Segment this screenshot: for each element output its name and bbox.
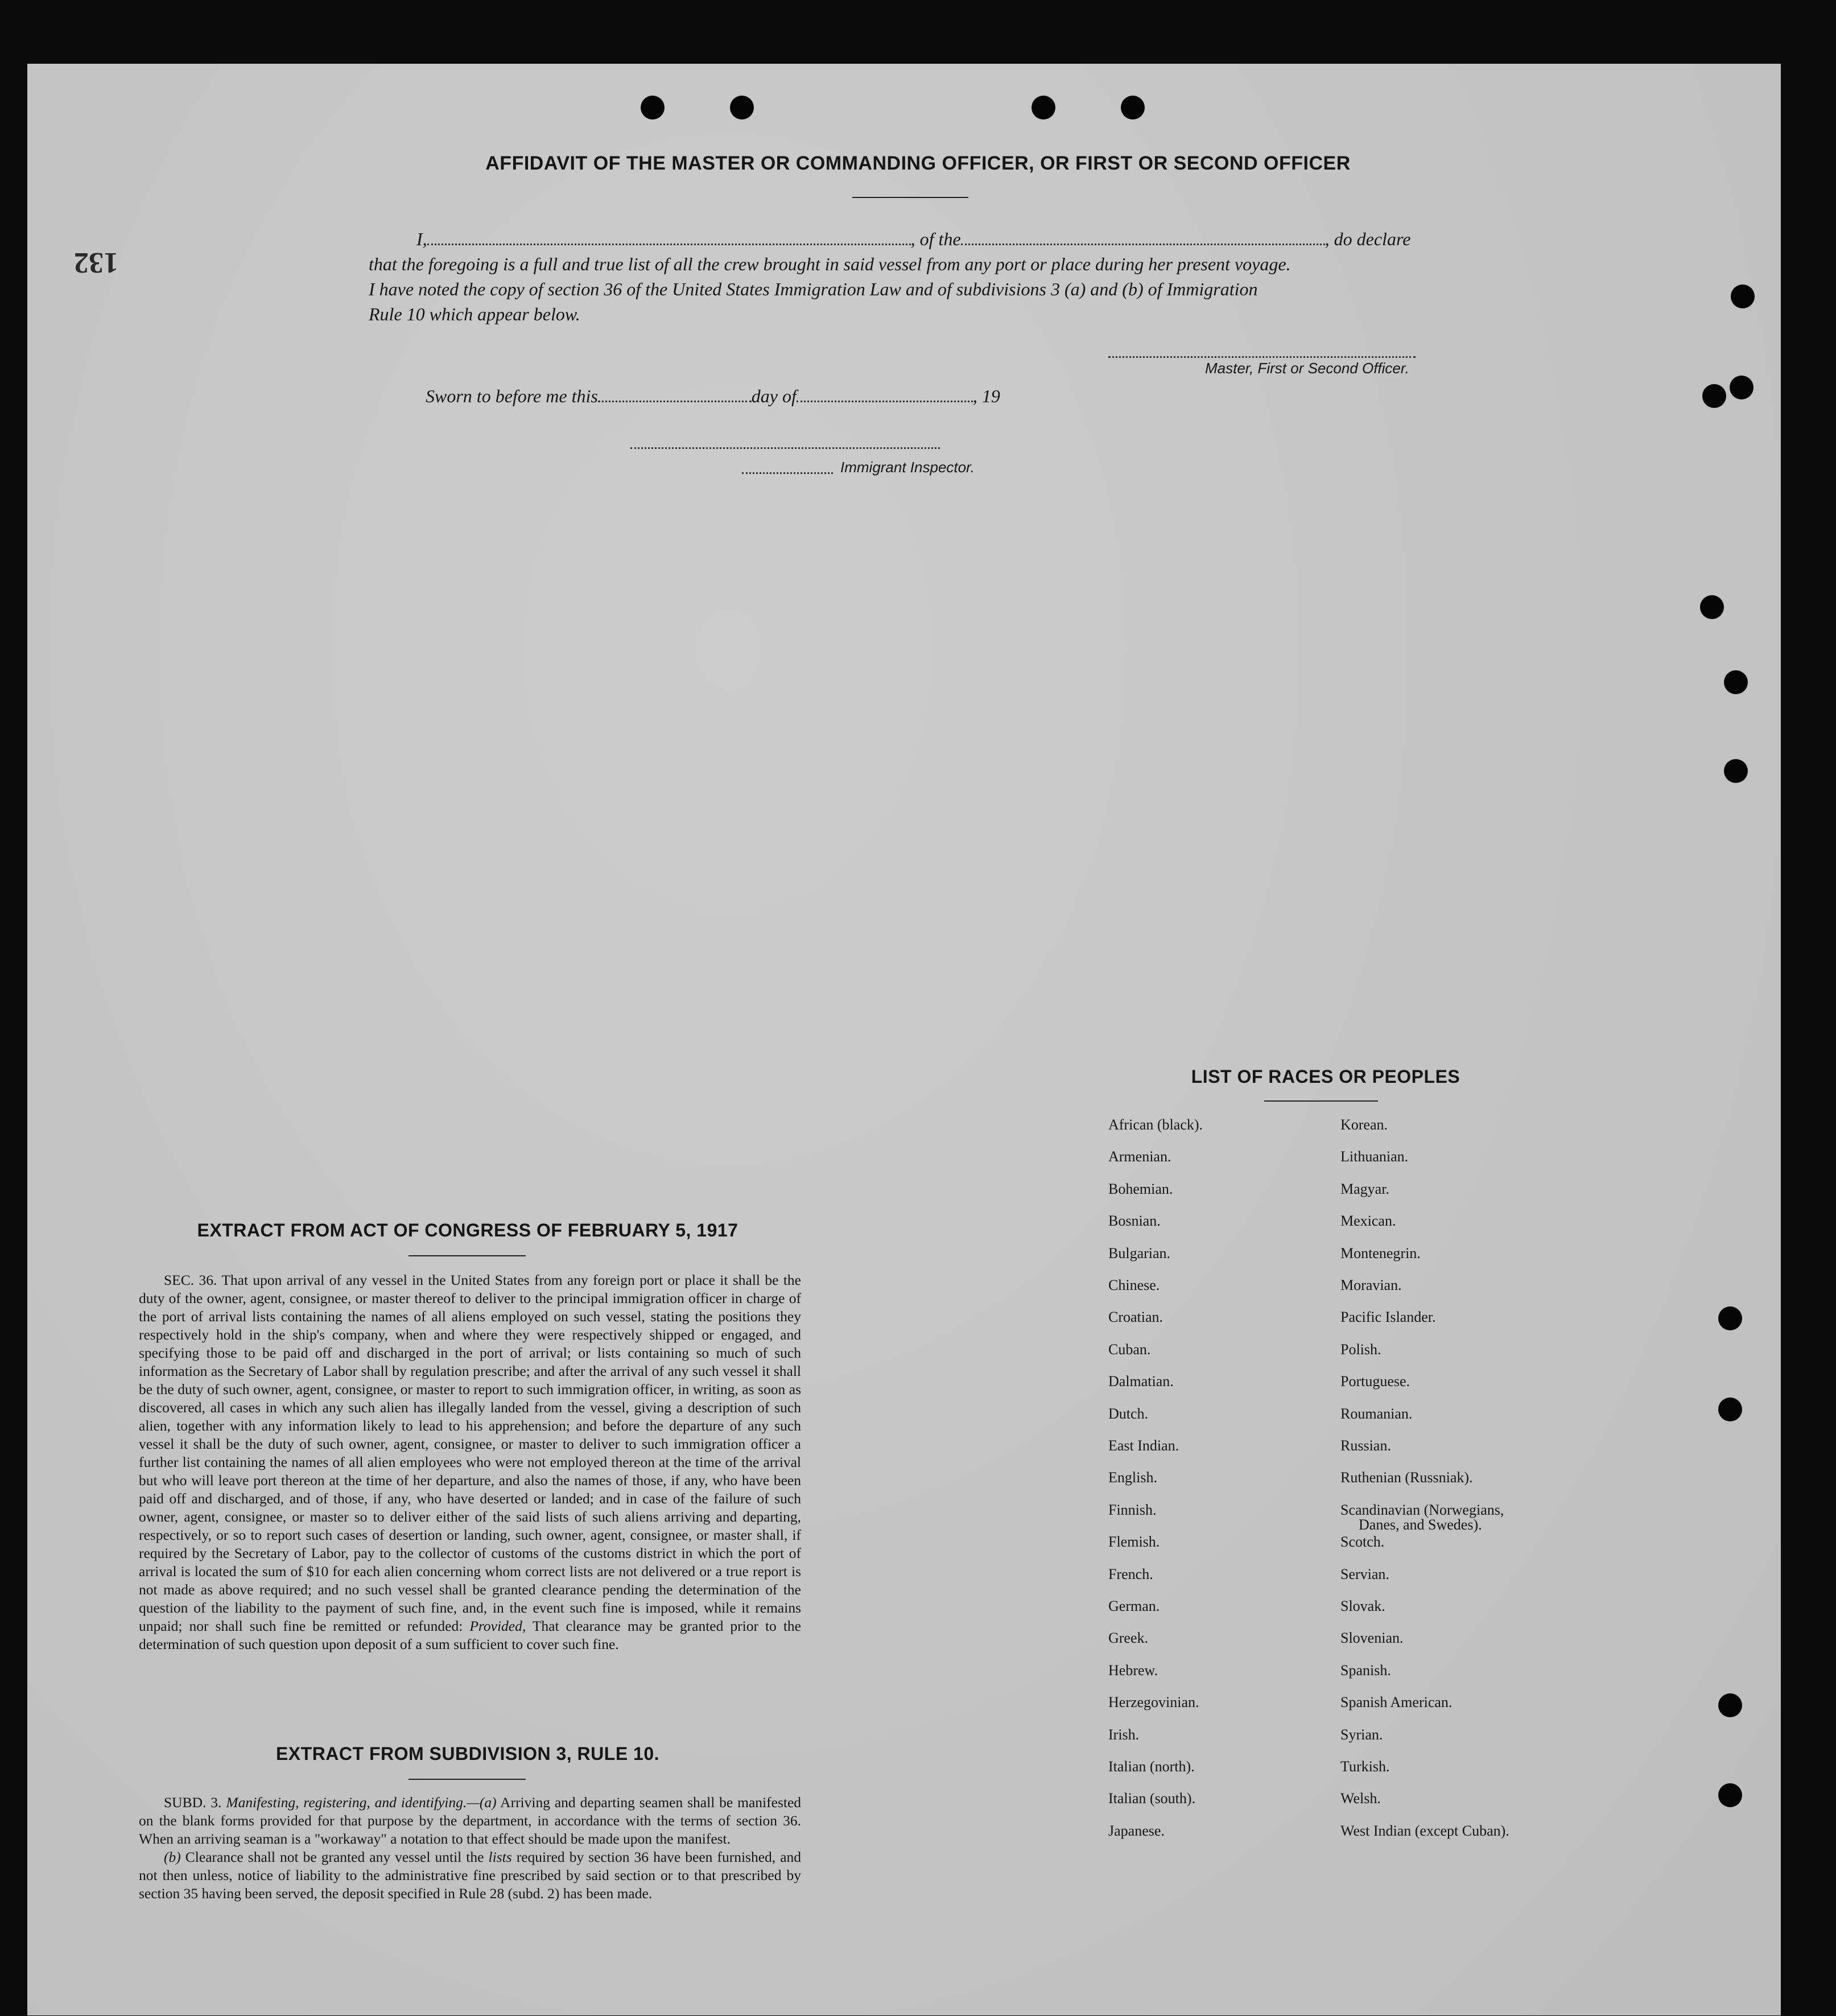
rule-extract-title: EXTRACT FROM SUBDIVISION 3, RULE 10. [275,1743,660,1764]
race-item: German. [1108,1598,1160,1614]
affidavit-line-2: that the foregoing is a full and true list of all the crew brought in said vessel from any port or place during her present voyage. [369,254,1291,274]
act-extract-underline [409,1255,526,1256]
affidavit-declaration-line [369,226,1455,252]
race-item: Korean. [1340,1116,1388,1133]
race-item: Roumanian. [1340,1405,1413,1422]
document-sheet [27,64,1781,2015]
race-item: Dalmatian. [1108,1373,1174,1390]
provided-word: Provided, [469,1618,526,1634]
race-item: Pacific Islander. [1340,1309,1436,1326]
race-item: English. [1108,1469,1157,1486]
punch-hole [1702,384,1726,408]
race-item: Bulgarian. [1108,1244,1171,1261]
race-item: French. [1108,1565,1153,1582]
sworn-prefix: Sworn to before me this [426,386,598,406]
race-item: Italian (north). [1108,1758,1195,1775]
race-item: Syrian. [1340,1726,1383,1743]
declarant-name-field[interactable] [427,231,911,245]
para-b-text1: Clearance shall not be granted any vessel until the [185,1849,484,1865]
master-signature-field[interactable] [1108,344,1416,358]
races-title-underline [1264,1100,1378,1102]
para-b-text2: required by section 36 have been furnished, and not then unless, notice of liability to the administrative fine prescribed by said section or to that prescribed by section 35 having been served, the deposit specified in Rule 28 (subd. 2) has been made. [139,1849,802,1902]
punch-hole [1730,376,1754,399]
punch-hole [1032,96,1055,119]
race-item: Spanish American. [1340,1694,1453,1711]
sworn-line [426,384,1512,409]
race-item: Chinese. [1108,1277,1160,1293]
race-item: Servian. [1340,1565,1389,1582]
race-item: Cuban. [1108,1341,1151,1358]
races-list-title: LIST OF RACES OR PEOPLES [1191,1066,1460,1087]
punch-hole [1731,285,1755,308]
punch-hole [1121,96,1145,119]
race-item: Turkish. [1340,1758,1390,1775]
race-item: Japanese. [1108,1822,1165,1839]
race-item: Greek. [1108,1630,1149,1647]
race-item: Irish. [1108,1726,1140,1743]
race-item: Russian. [1340,1437,1391,1454]
punch-hole [1718,1306,1742,1330]
punch-hole [1724,759,1748,783]
act-section-36-text [139,1271,801,1654]
race-item: Slovenian. [1340,1630,1404,1647]
race-item: Lithuanian. [1340,1148,1409,1165]
race-item: Herzegovinian. [1108,1694,1199,1711]
race-item: Welsh. [1340,1790,1381,1807]
title-underline [852,197,968,198]
para-a-text: Arriving and departing seamen shall be manifested on the blank forms provided for that purpose by the department, in accordance with the terms of section 36. When an arriving seaman is a "workaway" a notation to that effect should be made upon the manifest. [139,1794,802,1847]
sec-text-end: That clearance may be granted prior to the determination of such question upon deposit of a sum sufficient to cover such fine. [139,1618,801,1652]
inspector-signature-field-short[interactable] [742,460,833,474]
race-item: Ruthenian (Russniak). [1340,1469,1473,1486]
affidavit-title: AFFIDAVIT OF THE MASTER OR COMMANDING OFFICER, OR FIRST OR SECOND OFFICER [485,152,1351,174]
inspector-signature-field[interactable] [630,435,940,449]
sworn-month-field[interactable] [797,388,973,402]
race-item: African (black). [1108,1116,1203,1133]
declarant-prefix: I, [416,229,427,249]
vessel-name-field[interactable] [961,231,1325,245]
affidavit-line-4: Rule 10 which appear below. [369,304,580,324]
race-item: Spanish. [1340,1662,1391,1679]
race-item: Italian (south). [1108,1790,1196,1807]
rule-extract-underline [409,1779,526,1780]
affidavit-line-3: I have noted the copy of section 36 of the United States Immigration Law and of subdivisions 3 (a) and (b) of Immigration [369,279,1258,299]
race-item: Bosnian. [1108,1213,1161,1230]
para-b-lists: lists [488,1849,512,1865]
page-number: 132 [74,246,118,279]
punch-hole [1718,1783,1742,1807]
punch-hole [1724,670,1748,694]
race-item: Scotch. [1340,1533,1385,1551]
act-extract-title: EXTRACT FROM ACT OF CONGRESS OF FEBRUARY 5, 1917 [197,1220,738,1240]
para-b-label: (b) [164,1849,181,1865]
declarant-of-the: , of the [910,229,961,249]
sworn-year: , 19 [972,386,1000,406]
race-item: West Indian (except Cuban). [1340,1822,1509,1839]
master-signature-label: Master, First or Second Officer. [1205,360,1409,377]
race-item: Slovak. [1340,1598,1385,1614]
race-item: Polish. [1340,1341,1381,1358]
subd-heading: Manifesting, registering, and identifying. [226,1794,467,1811]
race-item: Mexican. [1340,1213,1396,1230]
race-item: Portuguese. [1340,1373,1410,1390]
race-item-continuation: Danes, and Swedes). [1359,1516,1482,1533]
race-item: Finnish. [1108,1501,1157,1518]
race-item: Croatian. [1108,1309,1164,1326]
sworn-day-field[interactable] [598,388,752,402]
punch-hole [1700,595,1724,619]
sec-label: SEC. 36. [164,1272,217,1288]
inspector-label: Immigrant Inspector. [840,459,975,476]
race-item: Armenian. [1108,1148,1171,1165]
subd-label: SUBD. 3. [164,1794,222,1811]
rule-subdivision-text [139,1794,801,1903]
race-item: Scandinavian (Norwegians, [1340,1501,1504,1518]
race-item: Flemish. [1108,1533,1160,1551]
declare-text: , do declare [1325,229,1411,249]
sworn-day-of: day of [751,386,797,406]
punch-hole [1718,1693,1742,1717]
punch-hole [641,96,665,119]
race-item: Dutch. [1108,1405,1149,1422]
punch-hole [730,96,754,119]
punch-hole [1718,1397,1742,1421]
race-item: Magyar. [1340,1180,1389,1197]
race-item: Hebrew. [1108,1662,1158,1679]
race-item: East Indian. [1108,1437,1179,1454]
sec-text: That upon arrival of any vessel in the United States from any foreign port or place it shall be the duty of the owner, agent, consignee, or master thereof to deliver to the principal immigration officer in charge of the port of arrival lists containing the names of all aliens employed on such vessel, stating the positions they respectively hold in the ship's company, when and where they were respectively shipped or engaged, and specifying those to be paid off and discharged in the port of arrival; or lists containing so much of such information as the Secretary of Labor shall by regulation prescribe; and after the arrival of any such vessel it shall be the duty of such owner, agent, consignee, or master to report to such immigration officer, in writing, as soon as discovered, all cases in which any such alien has illegally landed from the vessel, giving a description of such alien, together with any information likely to lead to his apprehension; and before the departure of any such vessel it shall be the duty of such owner, agent, consignee, or master to deliver to such immigration officer a further list containing the names of all alien employees who were not employed thereon at the time of the arrival but who will leave port thereon at the time of her departure, and also the names of those, if any, who have been paid off and discharged, and of those, if any, who have deserted or landed; and in case of the failure of such owner, agent, consignee, or master so to deliver either of the said lists of such aliens arriving and departing, respectively, or so to report such cases of desertion or landing, such owner, agent, consignee, or master shall, if required by the Secretary of Labor, pay to the collector of customs of the customs district in which the port of arrival is located the sum of $10 for each alien concerning whom correct lists are not delivered or a true report is not made as above required; and no such vessel shall be granted clearance pending the determination of the question of the liability to the payment of such fine, and, in the event such fine is imposed, while it remains unpaid; nor shall such fine be remitted or refunded: [139,1272,801,1634]
para-a-label: —(a) [467,1794,497,1811]
race-item: Moravian. [1340,1277,1402,1293]
race-item: Bohemian. [1108,1180,1173,1197]
race-item: Montenegrin. [1340,1244,1421,1261]
